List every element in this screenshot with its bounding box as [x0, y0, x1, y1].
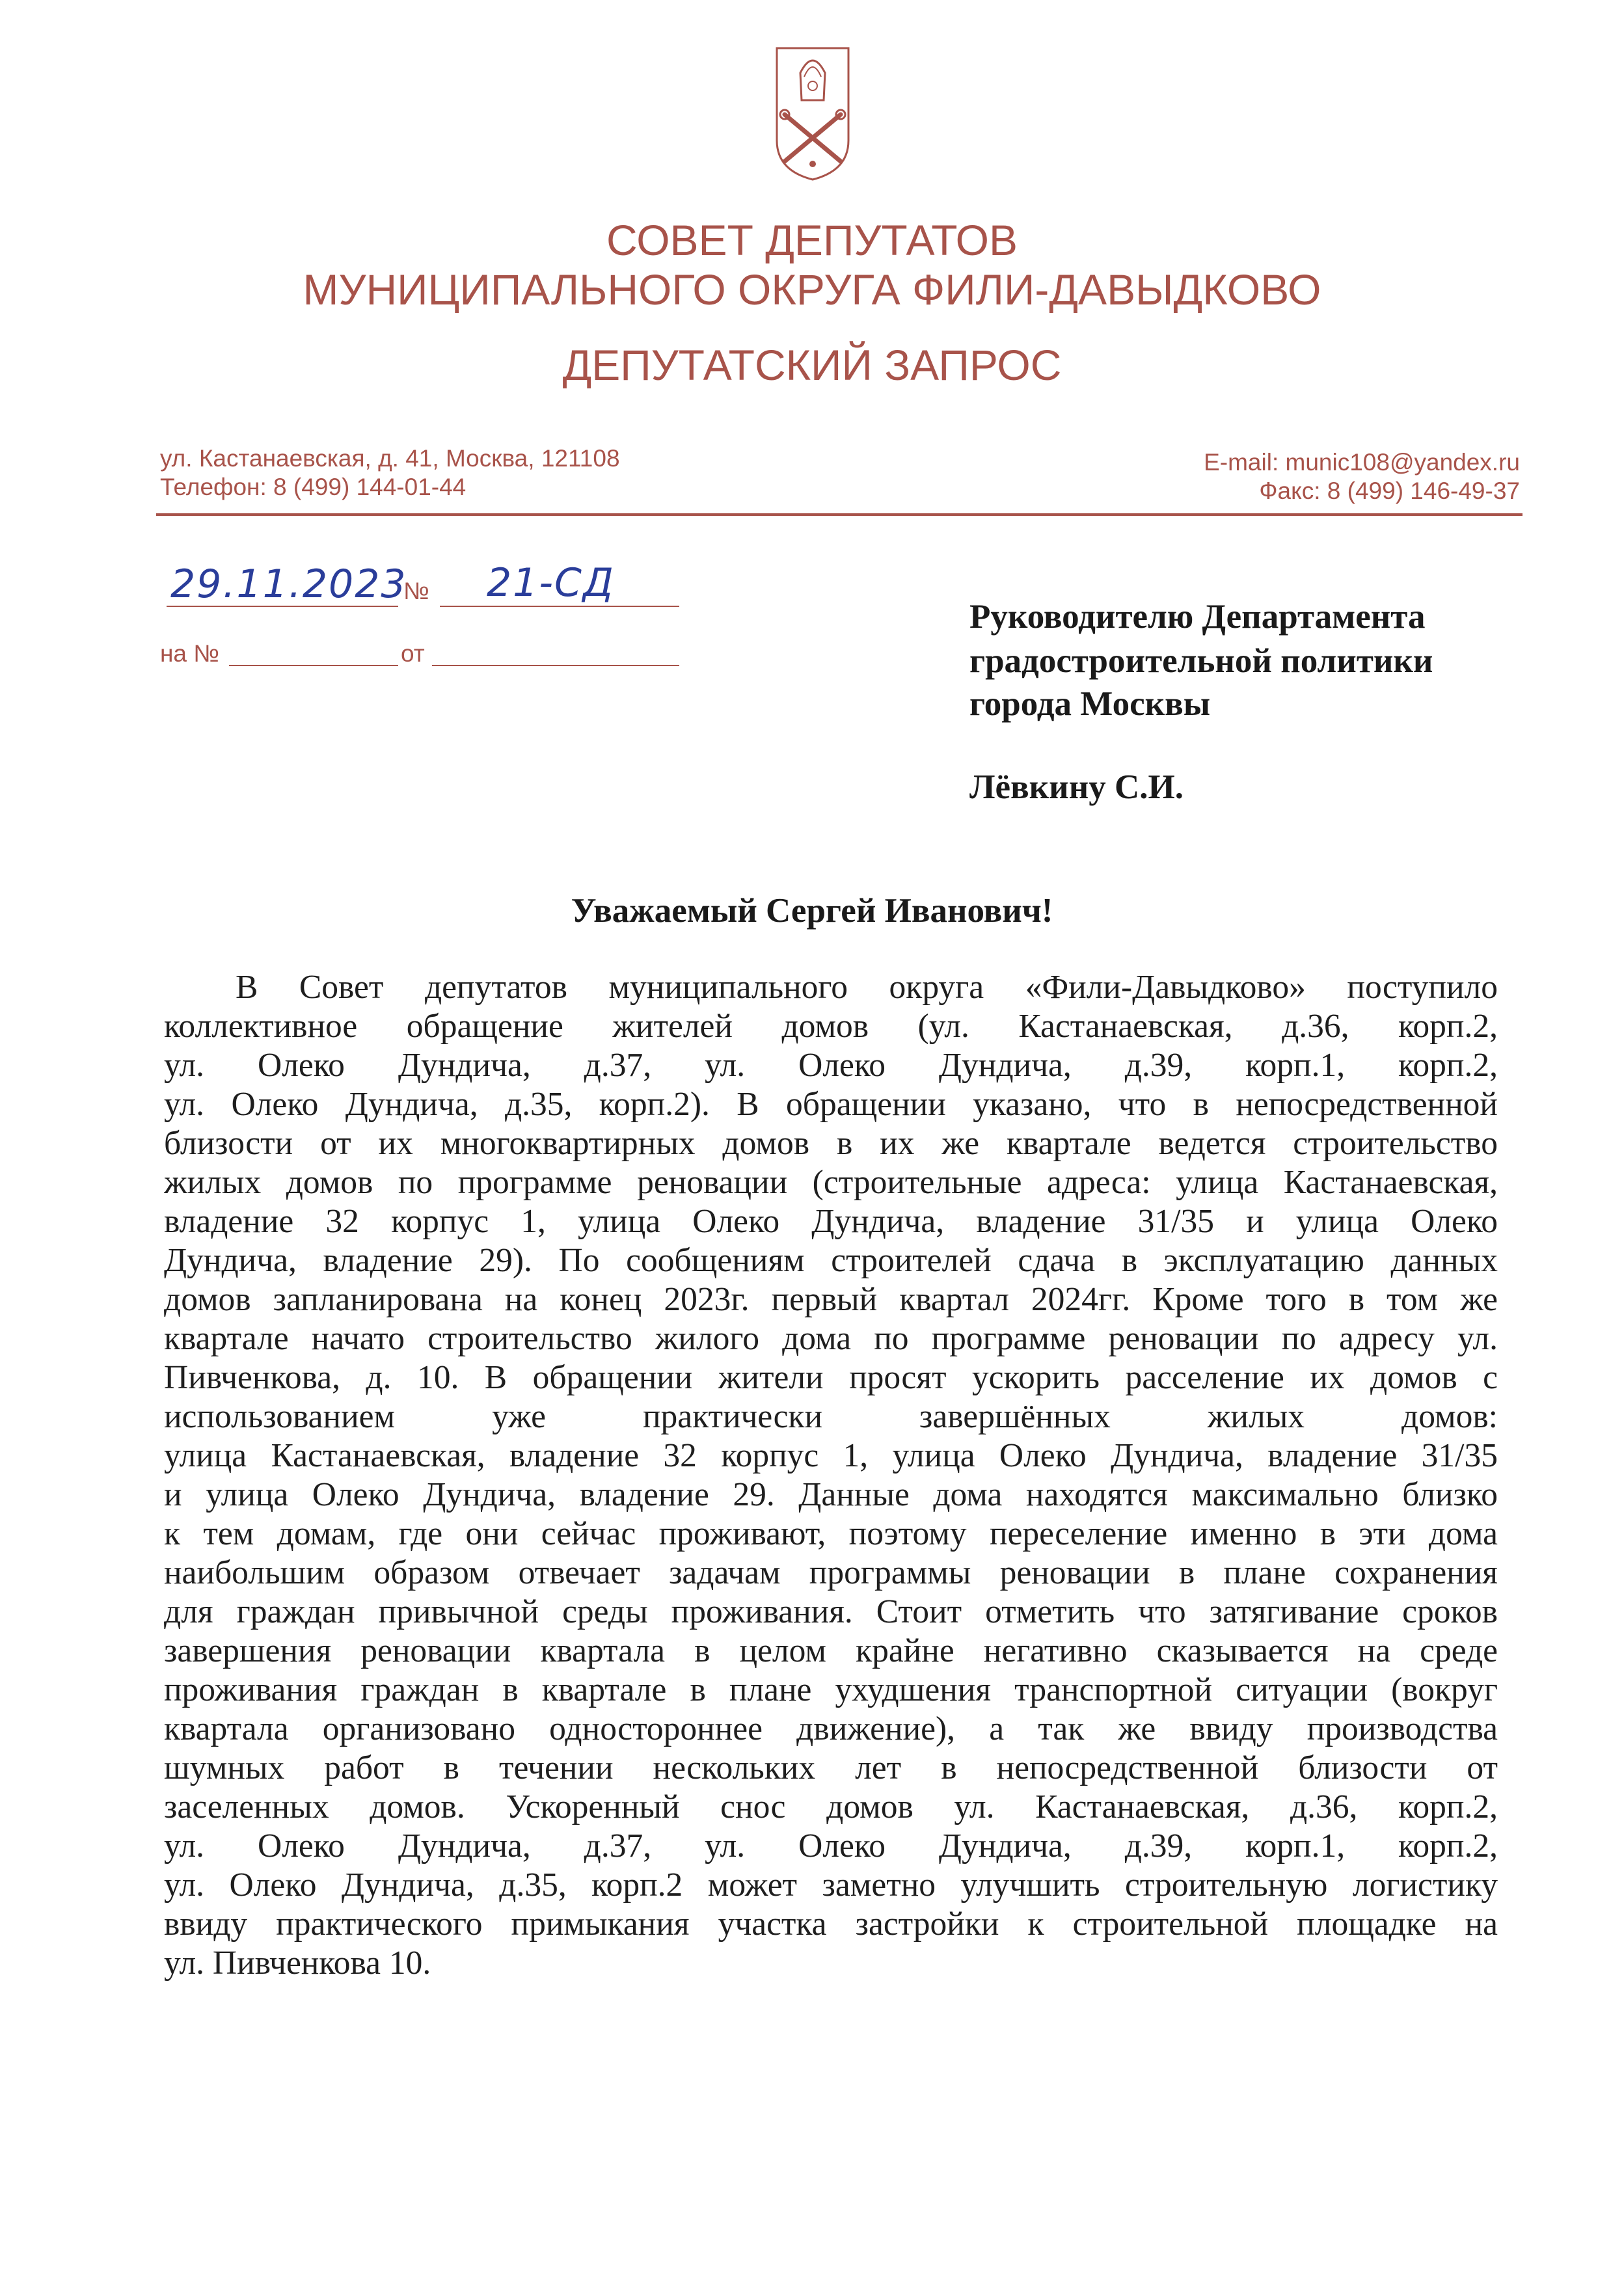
body-line: В Совет депутатов муниципального округа «Фили-Давыдково» поступило — [236, 969, 1498, 1006]
fax-number: Факс: 8 (499) 146-49-37 — [1259, 478, 1520, 504]
number-sign-label: № — [403, 578, 429, 604]
body-line: ввиду практического примыкания участка застройки к строительной площадке на — [164, 1905, 1498, 1943]
body-line: ул. Олеко Дундича, д.37, ул. Олеко Дундича, д.39, корп.1, корп.2, — [164, 1047, 1498, 1084]
number-underline — [440, 606, 679, 607]
body-line: жилых домов по программе реновации (строительные адреса: улица Кастанаевская, — [164, 1164, 1498, 1201]
body-line: ул. Олеко Дундича, д.35, корп.2). В обращении указано, что в непосредственной — [164, 1086, 1498, 1123]
coat-of-arms-emblem — [772, 43, 854, 183]
letterhead-divider — [156, 513, 1522, 516]
body-line: использованием уже практически завершённых жилых домов: — [164, 1398, 1498, 1435]
salutation: Уважаемый Сергей Иванович! — [571, 892, 1053, 930]
body-line: проживания граждан в квартале в плане ухудшения транспортной ситуации (вокруг — [164, 1671, 1498, 1708]
reference-from-label: от — [401, 640, 425, 667]
phone-number: Телефон: 8 (499) 144-01-44 — [160, 474, 467, 500]
addressee-line2: градостроительной политики — [969, 642, 1433, 680]
body-line: ул. Олеко Дундича, д.37, ул. Олеко Дундича, д.39, корп.1, корп.2, — [164, 1827, 1498, 1864]
body-line: заселенных домов. Ускоренный снос домов ул. Кастанаевская, д.36, корп.2, — [164, 1788, 1498, 1825]
handwritten-number: 21-СД — [487, 560, 615, 606]
body-line: коллективное обращение жителей домов (ул. Кастанаевская, д.36, корп.2, — [164, 1008, 1498, 1045]
date-underline — [167, 606, 398, 607]
org-name-line1: СОВЕТ ДЕПУТАТОВ — [606, 216, 1018, 264]
body-line: улица Кастанаевская, владение 32 корпус 1, улица Олеко Дундича, владение 31/35 — [164, 1437, 1498, 1474]
email-address: E-mail: munic108@yandex.ru — [1204, 449, 1520, 476]
body-line: Пивченкова, д. 10. В обращении жители просят ускорить расселение их домов с — [164, 1359, 1498, 1396]
document-type: ДЕПУТАТСКИЙ ЗАПРОС — [562, 341, 1062, 389]
addressee-name: Лёвкину С.И. — [969, 768, 1184, 806]
body-line: квартале начато строительство жилого дома по программе реновации по адресу ул. — [164, 1320, 1498, 1357]
body-line: к тем домам, где они сейчас проживают, поэтому переселение именно в эти дома — [164, 1515, 1498, 1552]
body-line: для граждан привычной среды проживания. Стоит отметить что затягивание сроков — [164, 1593, 1498, 1630]
body-line: ул. Пивченкова 10. — [164, 1945, 431, 1982]
body-line: и улица Олеко Дундича, владение 29. Данные дома находятся максимально близко — [164, 1476, 1498, 1513]
org-name-line2: МУНИЦИПАЛЬНОГО ОКРУГА ФИЛИ-ДАВЫДКОВО — [303, 265, 1321, 314]
reference-number-line — [229, 665, 398, 666]
reference-date-line — [432, 665, 679, 666]
addressee-line1: Руководителю Департамента — [969, 598, 1426, 636]
body-line: квартала организовано одностороннее движение), а так же ввиду производства — [164, 1710, 1498, 1747]
body-line: наибольшим образом отвечает задачам программы реновации в плане сохранения — [164, 1554, 1498, 1591]
body-line: домов запланирована на конец 2023г. первый квартал 2024гг. Кроме того в том же — [164, 1281, 1498, 1318]
body-line: близости от их многоквартирных домов в их же квартале ведется строительство — [164, 1125, 1498, 1162]
body-line: владение 32 корпус 1, улица Олеко Дундича, владение 31/35 и улица Олеко — [164, 1203, 1498, 1240]
reference-number-label: на № — [160, 640, 219, 667]
body-line: шумных работ в течении нескольких лет в непосредственной близости от — [164, 1749, 1498, 1786]
body-line: завершения реновации квартала в целом крайне негативно сказывается на среде — [164, 1632, 1498, 1669]
letter-body — [164, 968, 1498, 1983]
handwritten-date: 29.11.2023 — [170, 561, 407, 607]
body-line: ул. Олеко Дундича, д.35, корп.2 может заметно улучшить строительную логистику — [164, 1866, 1498, 1904]
body-line: Дундича, владение 29). По сообщениям строителей сдача в эксплуатацию данных — [164, 1242, 1498, 1279]
postal-address: ул. Кастанаевская, д. 41, Москва, 121108 — [160, 445, 620, 472]
addressee-line3: города Москвы — [969, 685, 1211, 723]
